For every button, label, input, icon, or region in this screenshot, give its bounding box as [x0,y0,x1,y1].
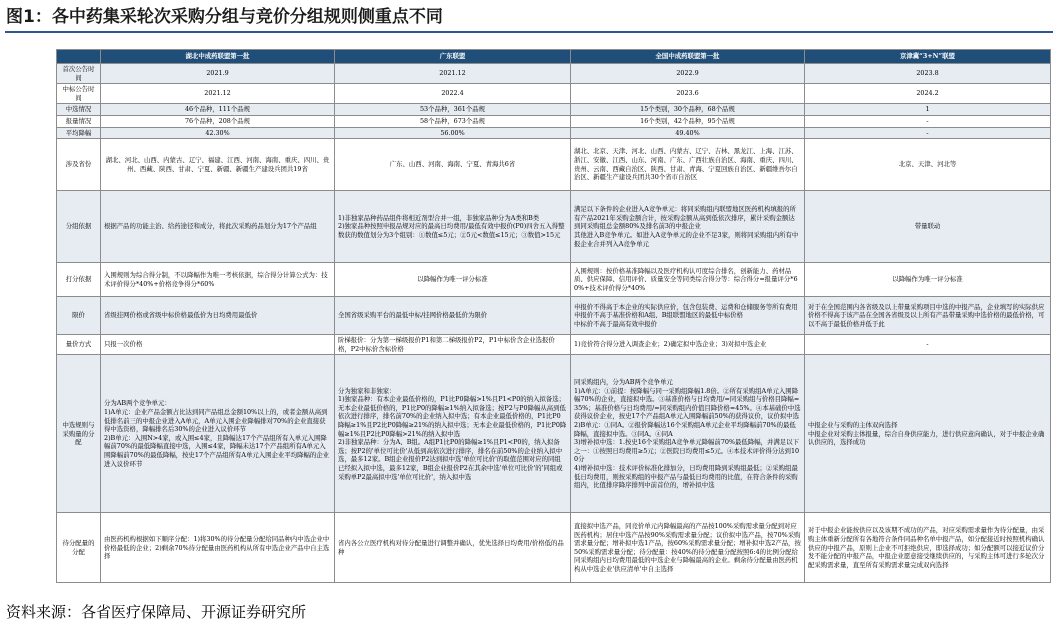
cell: 1)竞价符合得分进入调查企业；2)确定拟中选企业；3)对拟中选企业 [571,335,805,355]
text: 1)非独家品种药品组件将相近剂型合并一组，非独家品种分为A类和B类 [338,213,540,222]
text: 中报企业对采购主体报量，综合自身供应能力，进行供应意向确认，对于中报企业确认供应的，选择成功 [808,429,1045,447]
text: 2)独家品种按照申报品规对应的最高日均费用/最低有效中报价(P0)四舍五入得整数获的数值划分为3个组别：①数值≤5元；②5元<数值≤15元；③数值>15元 [338,222,565,239]
cell: 2021.9 [101,64,335,84]
cell: 广东、山西、河南、海南、宁夏、青海共6省 [335,139,571,191]
row-first-announce [57,64,1051,84]
text: 中标价不高于最高有效申报价 [574,319,658,328]
row-label: 报量情况 [57,115,101,127]
cell: 42.30% [101,127,335,139]
cell: 2022.9 [571,64,805,84]
text: 2)B单元：入围N>4家，或入围≤4家，且降幅达17个产品组所有入单元入围降幅前70%的最低降幅直接中选，入围≤4家，降幅未达17个产品组所有A单元入围降幅前70%的最低降幅，按史17个产品组所有A单元入围企业平均降幅的企业进入议价环节 [104,433,330,468]
row-label: 涉及省份 [57,139,101,191]
row-mid-announce [57,84,1051,104]
row-scoring [57,263,1051,297]
row-provinces [57,139,1051,191]
cell: 对于在全国范围内各省级及以上带量采购项目中选的中报产品，企业填写的实际供应价格不得高于该产品在全国各省级及以上所有产品带量采购中选价格的最低价格，可以不高于最低价格并低于此 [805,297,1051,335]
row-avg-drop [57,127,1051,139]
cell: 全国省级采购平台的最低中标/挂网价格最低价为限价 [335,297,571,335]
row-label: 分组依据 [57,191,101,263]
cell: 以降幅作为唯一评分标准 [335,263,571,297]
text: 中报企业与采购的主体双向选择 [808,420,898,429]
text: 2)非独家品种：分为A、B组。A组P1比P0的降幅≥1%且P1<P0的，纳入拟备选；按P2的'单位可比价'从低到高依次进行排序，排名在前50%的企业纳入拟中选，最多12家。B组企业报价P2达到拟中选'单位可比价'的取值范围对应的同组已经拟入拟中选，最多12家，B组企业报价P2在其余中选'单位可比价'的'同组或采购单P2最高拟中选'单位可比价'，纳入拟中选 [338,438,563,481]
cell [101,355,335,513]
title-underline [5,31,1053,33]
text: 申报价不高于基准价格和A组、B组联盟地区的最低中标价格 [574,311,744,320]
figure-title: 图1：各中药集采轮次采购分组与竞价分组规则侧重点不同 [6,7,443,27]
cell [805,355,1051,513]
text: 1)A单元：企业产品金额占比达到同产品组总金额10%以上的，或者金额从高到低排名前三的中报企业进入A单元，A单元入围企业降幅排对70%的企业直接获得中选资格，降幅排名后30%的企业进入议价环节 [104,408,328,434]
row-price-method [57,335,1051,355]
text: 3)增补拟中选：1.按史16个采购组A竞争单元降幅前70%最低降幅，并满足以下之一：①按照日均费用≥5元；②医院日均费用≤5元。④本技术评价得分达到100分 [574,438,800,464]
cell: 阶梯报价：分为第一梯级报价P1和第二梯级报价P2，P1中标价含企业选报价格，P2中标价含标价格 [335,335,571,355]
text: 1)独家品种：有本企业最低价格的，P1比P0降幅>1%且P1<P0的纳入拟备选；无本企业最低价格的，P1比P0的降幅≥1%纳入拟备选；按P2与P0降幅从高到低依次进行排序，排名前70%的企业纳入拟中选；有本企业最低价格的，P1比P0降幅≥1%且P2比P0降幅≥21%的纳入拟中选；无本企业最低价格的，P1比P0降幅≥1%且P2比P0降幅>21%的纳入拟中选 [338,395,567,438]
row-winning-rules [57,355,1051,513]
cell: 以降幅作为唯一评分标准 [805,263,1051,297]
cell: 2021.12 [335,64,571,84]
row-grouping [57,191,1051,263]
text: 1)A单元：①前提：按降幅与同一采购组降幅1.8倍。②所有采购组A单元入围降幅70%的企业，直接拟中选。③基准价格与日均费用/=同采购组与价格目降幅=35%；基准价格与日均费用/=同采购组内价值目降价格=45%。④本基础价中选获得议价企业，按史17个产品组A单元入围降幅前50%的获得议价，议价拟中选 [574,386,801,421]
cell: 省内各公立医疗机构对待分配量进行调整并确认，优先选择日均费用/价格低的品种 [335,513,571,583]
cell [335,355,571,513]
row-winning [57,104,1051,116]
text: 4)增补拟中选：技术评价标准化排加分，日均费用降到采购组最低；②采购组最低日均费用，则按采购组的申报产品与最低日均费用的比值，在符合条件的采购组内，比值排序降序排列中前首位的，增补拟中选 [574,463,798,490]
row-label: 中选情况 [57,104,101,116]
cell: 2022.4 [335,84,571,104]
cell: 省级挂网价格或省级中标价格最低价为日均费用最低价 [101,297,335,335]
text: 2)B单元：①同A。②报价降幅达16个采购组A单元企业平均降幅前70%的最低降幅，直接拟中选。③同A。④同A [574,420,796,438]
row-label: 打分依据 [57,263,101,297]
cell: 入围规则：按价格基准降幅以及医疗机构认可度综合排名，创新能力、药材品质、供应保障、信用评价、质量安全等同类综合得分等：综合得分=报量评分*60%+技术评价得分*40% [571,263,805,297]
row-label: 中选规则与采购量的分配 [57,355,101,513]
text: 满足以下条件的企业进入A竞争单元：将同采购组内联盟地区医药机构填报的所有产品2021年采购金额合计，按采购金额从高到低依次排序，累计采购金额达到同采购组总金额80%及排名前3的中报企业 [574,205,796,231]
cell: 由医药机构根据如下顺序分配：1)将30%的待分配量分配给同品种内中选企业中价格最低的企业；2)剩余70%待分配量由医药机构从所有中选企业产品中自主选择 [101,513,335,583]
cell [571,191,805,263]
row-label: 首次公告时间 [57,64,101,84]
cell: 只报一次价格 [101,335,335,355]
cell: 入围规则为综合得分制，不以降幅作为唯一考核依据，综合得分计算公式为：技术评价得分*40%+价格竞争得分*60% [101,263,335,297]
row-label: 量价方式 [57,335,101,355]
cell: 2021.12 [101,84,335,104]
cell: 2023.6 [571,84,805,104]
text: 其他进入B竞争单元。如进入A竞争单元的企业不足3家，则将同采购组内所有中报企业合并列入A竞争单元 [574,230,799,248]
cell: - [805,335,1051,355]
cell: 北京、天津、河北等 [805,139,1051,191]
cell: 2023.8 [805,64,1051,84]
text: 同采购组内，分为AB两个竞争单元 [574,377,673,386]
cell: - [805,115,1051,127]
cell [571,297,805,335]
header-guangdong: 广东联盟 [335,50,571,64]
row-label: 中标公告时间 [57,84,101,104]
header-hubei: 湖北中成药联盟第一批 [101,50,335,64]
cell: 76个品种，208个品规 [101,115,335,127]
cell: 湖北、北京、天津、河北、山西、内蒙古、辽宁、吉林、黑龙江、上海、江苏、浙江、安徽、江西、山东、河南、广东、广西壮族自治区、海南、重庆、四川、贵州、云南、西藏自治区、陕西、甘肃、青海、宁夏回族自治区、新疆维吾尔自治区、新疆生产建设兵团共30个省市自治区 [571,139,805,191]
row-label: 平均降幅 [57,127,101,139]
comparison-table [56,49,1051,583]
text: 分为独家和非独家： [338,386,396,395]
cell [571,355,805,513]
cell [335,191,571,263]
text: 申报价不得高于本企业的实际供应价，包含包装费、运费和仓储服务等所有费用 [574,302,798,311]
cell: 对于中报企业能按供应以及该期不成功的产品，对应采购需求量作为待分配量，由采购主体重新分配所有各地符合条件同品种名单中报产品，如分配接近时按照机构确认供应的中报产品，原则上企业不可拒绝供应，即选择成功；如分配额可以接近议价分发不能分配的中报产品，中报企业愿意接受继续供应的，与采购主体可进行多轮次分配采购需求量，直至所有采购需求量完成双向选择 [805,513,1051,583]
cell: 根据产品的功能主治、给药途径和成分，将此次采购药品划分为17个产品组 [101,191,335,263]
text: 分为AB两个竞争单元： [104,399,171,408]
cell: 16个类别，42个品种，95个品规 [571,115,805,127]
row-allocation [57,513,1051,583]
header-national: 全国中成药联盟第一批 [571,50,805,64]
cell: 15个类别，30个品种，68个品规 [571,104,805,116]
cell: 53个品种，361个品规 [335,104,571,116]
row-price-limit [57,297,1051,335]
source-note: 资料来源：各省医疗保障局、开源证券研究所 [6,603,307,621]
cell: 2024.2 [805,84,1051,104]
cell: 1 [805,104,1051,116]
cell: 直接拟中选产品，同竞价单元内降幅最高的产品按100%采购需求量分配到对应医药机构；居住中选产品按90%采购需求量分配；议价拟中选产品，按70%采购需求量分配；增补拟中选1产品，按60%采购需求量分配；增补拟中选2产品，按50%采购需求量分配；待分配量：按40%的待分配量分配按照6:4的比例分配给同采购组内日均费用最低的中选企业与降幅最高的企业。剩余待分配量由医药机构从中选企业'供应清单'中自主选择 [571,513,805,583]
row-label: 限价 [57,297,101,335]
cell: 湖北、河北、山西、内蒙古、辽宁、福建、江西、河南、海南、重庆、四川、贵州、西藏、陕西、甘肃、宁夏、新疆、新疆生产建设兵团共19省 [101,139,335,191]
header-row [57,50,1051,64]
cell: 46个品种，111个品规 [101,104,335,116]
cell: 49.40% [571,127,805,139]
row-label: 待分配量的分配 [57,513,101,583]
header-corner [57,50,101,64]
header-jingjinji: 京津冀“3+N”联盟 [805,50,1051,64]
row-reported [57,115,1051,127]
cell: - [805,127,1051,139]
cell: 带量联动 [805,191,1051,263]
cell: 56.00% [335,127,571,139]
cell: 58个品种，673个品规 [335,115,571,127]
